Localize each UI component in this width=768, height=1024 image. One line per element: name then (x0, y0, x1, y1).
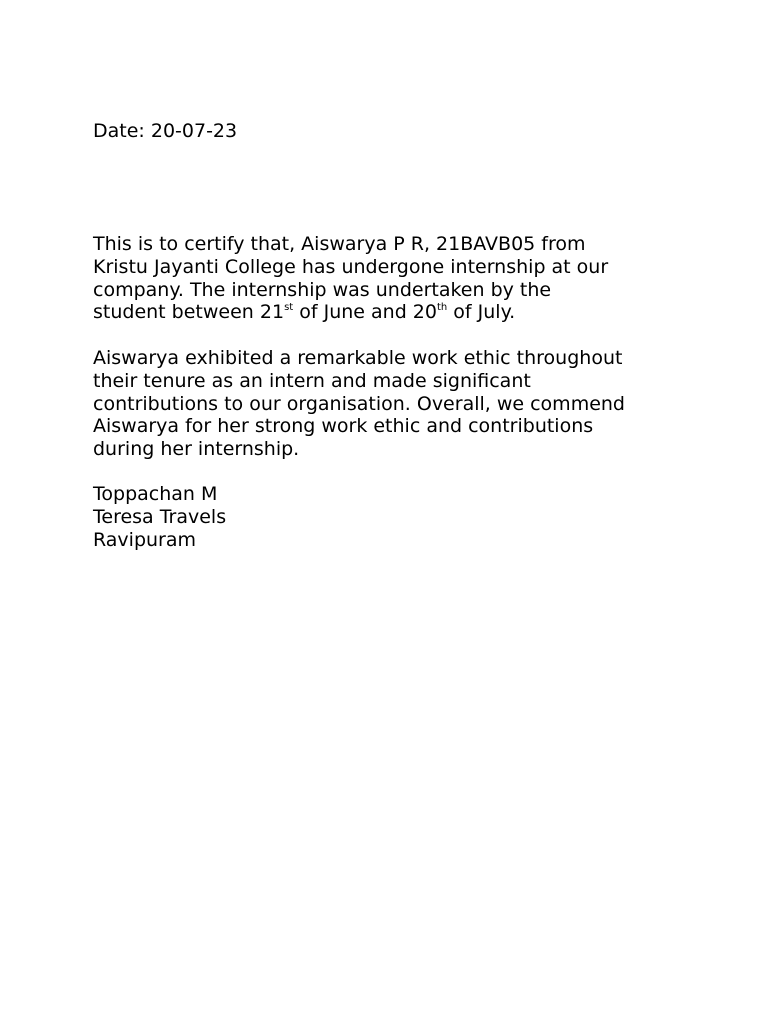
ordinal-suffix-st: st (284, 302, 294, 313)
paragraph1-line-3: company. The internship was undertaken by the (93, 279, 552, 301)
paragraph2-line-5: during her internship. (93, 438, 300, 460)
ordinal-suffix-th: th (436, 302, 448, 313)
date-line: Date: 20-07-23 (93, 120, 238, 142)
paragraph1-line-1: This is to certify that, Aiswarya P R, 21BAVB05 from (93, 233, 586, 255)
paragraph1-line-4 (93, 301, 515, 324)
internship-end-text: of June and 20 (293, 301, 437, 323)
paragraph2-line-3: contributions to our organisation. Overall, we commend (93, 393, 625, 415)
internship-month-text: of July. (447, 301, 516, 323)
paragraph2-line-4: Aiswarya for her strong work ethic and contributions (93, 415, 594, 437)
paragraph1-line-2: Kristu Jayanti College has undergone internship at our (93, 256, 609, 278)
signatory-name: Toppachan M (93, 483, 218, 505)
signatory-place: Ravipuram (93, 529, 197, 551)
signatory-company: Teresa Travels (93, 506, 227, 528)
paragraph2-line-1: Aiswarya exhibited a remarkable work ethic throughout (93, 347, 623, 369)
paragraph2-line-2: their tenure as an intern and made significant (93, 370, 531, 392)
internship-start-text: student between 21 (93, 301, 285, 323)
